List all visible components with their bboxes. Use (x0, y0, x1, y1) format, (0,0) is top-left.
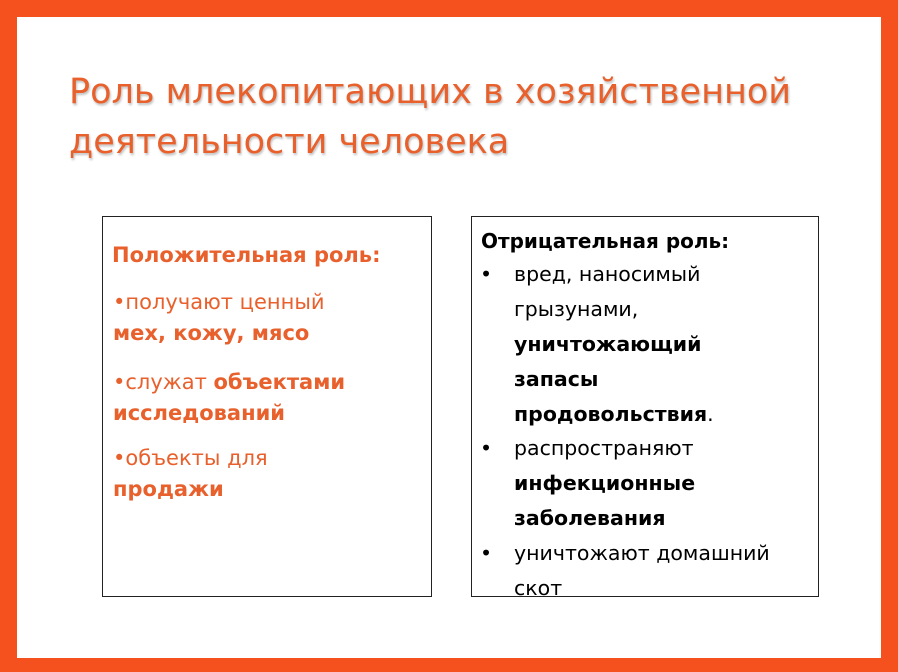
bullet: • (480, 436, 493, 460)
item-tail: . (707, 402, 714, 426)
item-text: распространяют (514, 436, 694, 460)
item-bold: инфекционные заболевания (514, 471, 696, 530)
item-bold: продажи (113, 477, 224, 501)
item-bold: мех, кожу, мясо (113, 321, 310, 345)
item-bold: объектами исследований (113, 370, 346, 425)
positive-role-box (102, 216, 432, 597)
bullet: • (113, 370, 126, 394)
bullet: • (113, 290, 126, 314)
item-text: объекты для (125, 446, 268, 470)
list-item (113, 367, 403, 429)
list-item (480, 431, 744, 536)
negative-role-box (471, 216, 819, 600)
list-item (480, 536, 814, 606)
item-text: служат (125, 370, 214, 394)
list-item (480, 257, 744, 432)
bullet: • (480, 541, 493, 565)
negative-heading: Отрицательная роль: (481, 229, 730, 253)
list-item (113, 443, 268, 505)
list-item (113, 287, 325, 349)
item-text: получают ценный (125, 290, 325, 314)
item-text: вред, наносимый грызунами, (514, 262, 701, 321)
item-bold: уничтожающий запасы продовольствия (514, 332, 708, 426)
positive-heading: Положительная роль: (112, 243, 381, 267)
slide-title: Роль млекопитающих в хозяйственной деятельности человека (69, 72, 791, 162)
bullet: • (480, 262, 493, 286)
item-text: уничтожают домашний скот (514, 541, 770, 600)
slide (17, 17, 881, 658)
bullet: • (113, 446, 126, 470)
